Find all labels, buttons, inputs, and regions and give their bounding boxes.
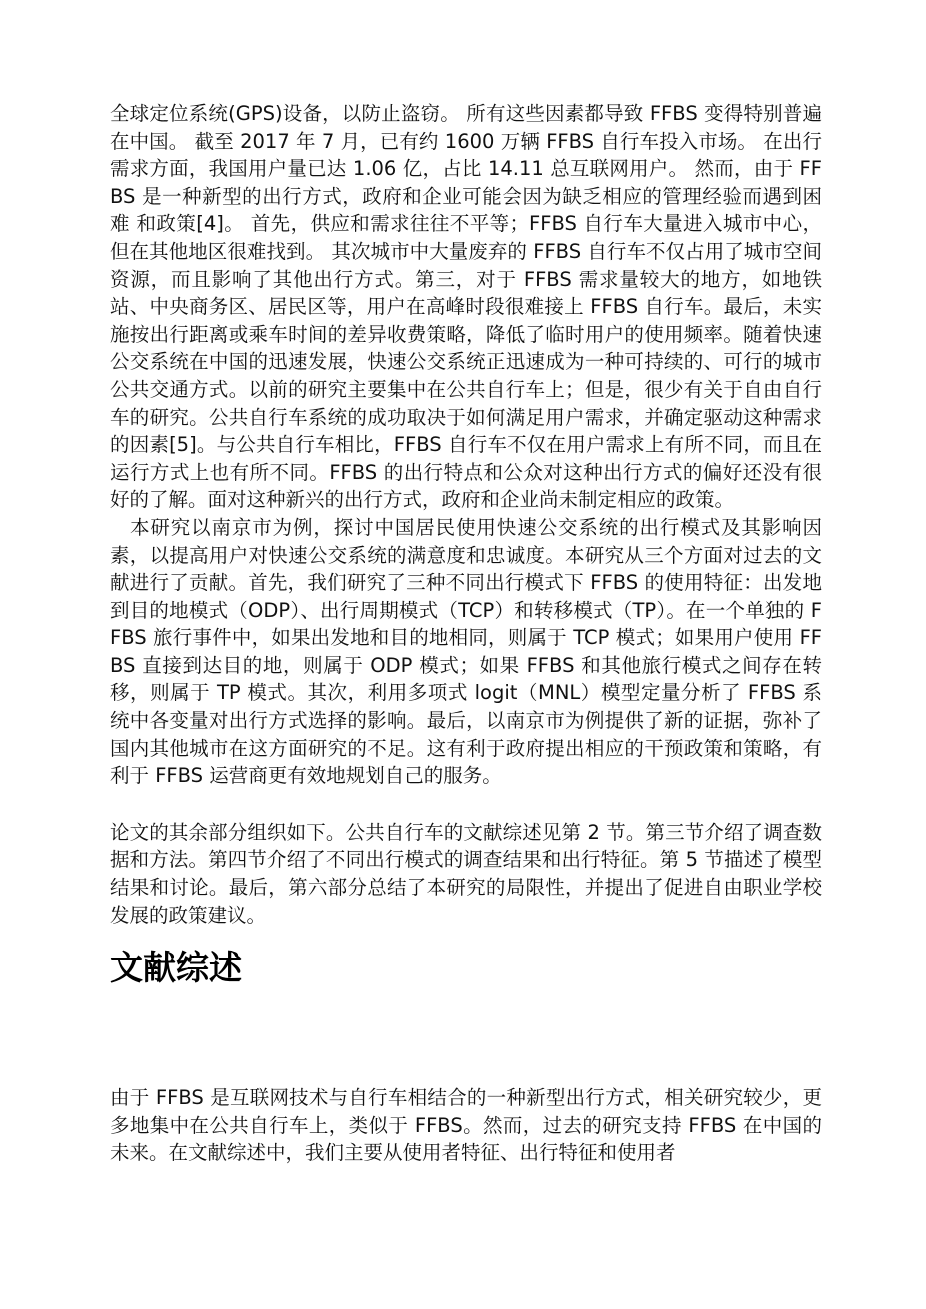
body-paragraph-2: 本研究以南京市为例，探讨中国居民使用快速公交系统的出行模式及其影响因素，以提高用户对快速公交系统的满意度和忠诚度。本研究从三个方面对过去的文献进行了贡献。首先，我们研究了三种不同出行模式下 FFBS 的使用特征：出发地到目的地模式（ODP）、出行周期模式（TCP）和转移模式（TP）。在一个单独的 FFBS 旅行事件中，如果出发地和目的地相同，则属于 TCP 模式；如果用户使用 FFBS 直接到达目的地，则属于 ODP 模式；如果 FFBS 和其他旅行模式之间存在转移，则属于 TP 模式。其次，利用多项式 logit（MNL）模型定量分析了 FFBS 系统中各变量对出行方式选择的影响。最后，以南京市为例提供了新的证据，弥补了国内其他城市在这方面研究的不足。这有利于政府提出相应的干预政策和策略，有利于 FFBS 运营商更有效地规划自己的服务。	[110, 515, 822, 788]
heading-spacer-top	[110, 929, 822, 946]
body-paragraph-3: 论文的其余部分组织如下。公共自行车的文献综述见第 2 节。第三节介绍了调查数据和方法。第四节介绍了不同出行模式的调查结果和出行特征。第 5 节描述了模型结果和讨论。最后，第六部分总结了本研究的局限性，并提出了促进自由职业学校发展的政策建议。	[110, 820, 822, 927]
body-paragraph-1: 全球定位系统(GPS)设备，以防止盗窃。 所有这些因素都导致 FFBS 变得特别普遍 在中国。 截至 2017 年 7 月，已有约 1600 万辆 FFBS 自行车投入市场。 在出行需求方面，我国用户量已达 1.06 亿，占比 14.11 总互联网用户。 然而，由于 FFBS 是一种新型的出行方式，政府和企业可能会因为缺乏相应的管理经验而遇到困难 和政策[4]。 首先，供应和需求往往不平等；FFBS 自行车大量进入城市中心，但在其他地区很难找到。 其次城市中大量废弃的 FFBS 自行车不仅占用了城市空间资源，而且影响了其他出行方式。第三，对于 FFBS 需求量较大的地方，如地铁站、中央商务区、居民区等，用户在高峰时段很难接上 FFBS 自行车。最后，未实施按出行距离或乘车时间的差异收费策略，降低了临时用户的使用频率。随着快速公交系统在中国的迅速发展，快速公交系统正迅速成为一种可持续的、可行的城市公共交通方式。以前的研究主要集中在公共自行车上；但是，很少有关于自由自行车的研究。公共自行车系统的成功取决于如何满足用户需求，并确定驱动这种需求的因素[5]。与公共自行车相比，FFBS 自行车不仅在用户需求上有所不同，而且在运行方式上也有所不同。FFBS 的出行特点和公众对这种出行方式的偏好还没有很好的了解。面对这种新兴的出行方式，政府和企业尚未制定相应的政策。	[110, 102, 822, 512]
document-page	[110, 100, 822, 1167]
heading-spacer-bottom	[110, 990, 822, 1084]
paragraph-spacer	[110, 790, 822, 819]
body-paragraph-4: 由于 FFBS 是互联网技术与自行车相结合的一种新型出行方式，相关研究较少，更多地集中在公共自行车上，类似于 FFBS。然而，过去的研究支持 FFBS 在中国的未来。在文献综述中，我们主要从使用者特征、出行特征和使用者	[110, 1086, 822, 1165]
section-heading: 文献综述	[110, 948, 242, 988]
